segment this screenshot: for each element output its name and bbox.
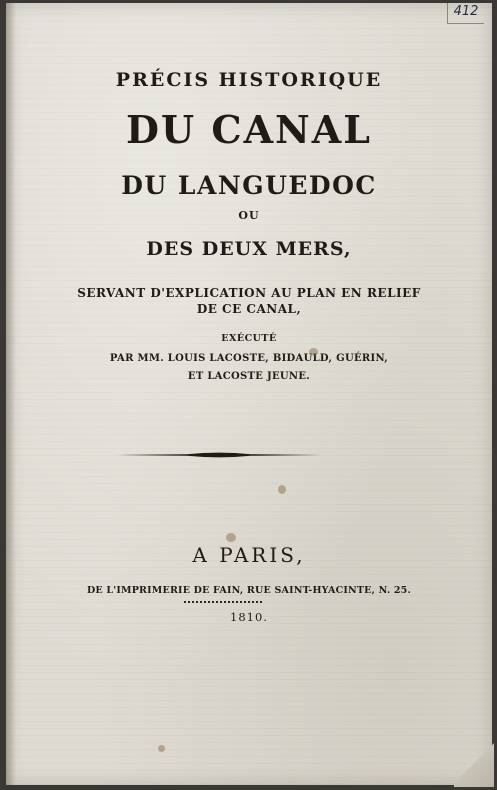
title-line-1: PRÉCIS HISTORIQUE [115,69,383,91]
title-line-3: DU LANGUEDOC [121,171,377,200]
title-line-2: DU CANAL [126,107,372,152]
credit-line-1: EXÉCUTÉ [221,333,277,344]
title-line-4: OU [238,209,260,222]
imprint-year: 1810. [230,610,268,624]
credit-line-2: PAR MM. LOUIS LACOSTE, BIDAULD, GUÉRIN, [109,353,389,364]
decorative-rule [117,449,321,461]
title-page [6,3,492,785]
foxing-stain [278,485,286,494]
shelfmark-annotation: 412 [447,3,484,24]
subtitle-line-1: SERVANT D'EXPLICATION AU PLAN EN RELIEF [77,286,421,300]
imprint-city: A PARIS, [192,543,306,567]
credit-line-3: ET LACOSTE JEUNE. [187,371,311,382]
foxing-stain [309,348,318,356]
title-line-5: DES DEUX MERS, [146,238,352,260]
folded-corner [454,741,494,787]
subtitle-line-2: DE CE CANAL, [196,302,302,316]
dotted-divider [184,601,262,603]
imprint-printer: DE L'IMPRIMERIE DE FAIN, RUE SAINT-HYACINTE, N. 25. [86,585,412,596]
foxing-stain [226,533,236,542]
foxing-stain [158,745,165,752]
